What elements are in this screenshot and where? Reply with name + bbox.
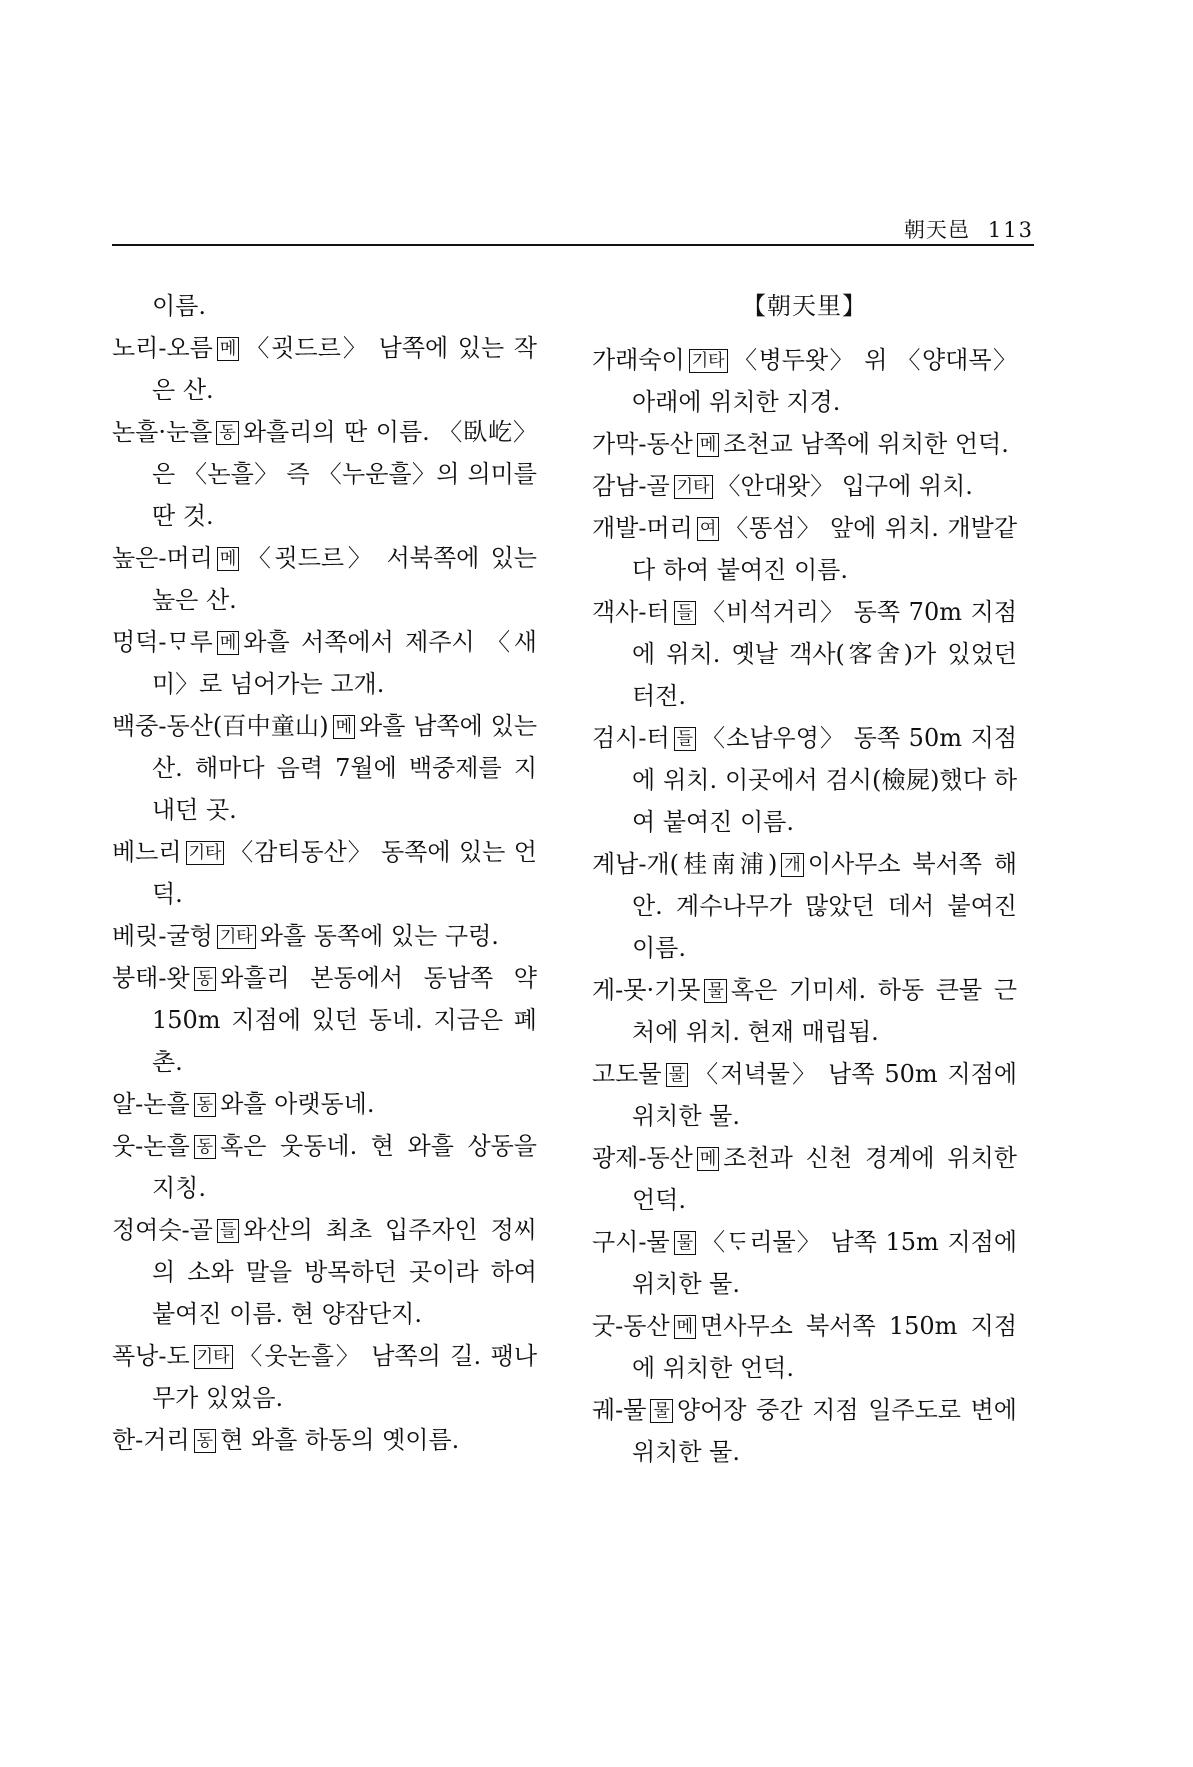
entry-text: 〈감티동산〉 동쪽에 있는 언덕. <box>152 838 537 908</box>
entry-head: 노리-오름 <box>112 334 213 362</box>
left-column <box>112 285 537 1461</box>
entry-head: 고도물 <box>592 1060 662 1088</box>
entry-head: 구시-물 <box>592 1228 670 1256</box>
entry <box>112 705 537 831</box>
right-column <box>592 285 1017 1473</box>
category-tag: 들 <box>674 601 696 625</box>
entry-text: 면사무소 북서쪽 150m 지점에 위치한 언덕. <box>632 1312 1017 1382</box>
entry-text: 조천교 남쪽에 위치한 언덕. <box>723 430 1009 458</box>
entry <box>592 843 1017 969</box>
entry <box>592 717 1017 843</box>
entry-head: 가막-동산 <box>592 430 693 458</box>
category-tag: 메 <box>697 1147 719 1171</box>
entry-text: 와흘 남쪽에 있는 산. 해마다 음력 7월에 백중제를 지내던 곳. <box>152 712 538 824</box>
running-title: 朝天邑 <box>903 218 970 242</box>
entry-head: 폭낭-도 <box>112 1342 190 1370</box>
entry-text: 〈병두왓〉 위 〈양대목〉 아래에 위치한 지경. <box>632 346 1017 416</box>
category-tag: 물 <box>674 1231 696 1255</box>
entry-head: 높은-머리 <box>112 544 213 572</box>
entry-text: 조천과 신천 경계에 위치한 언덕. <box>632 1144 1017 1214</box>
entry-text: 와흘 서쪽에서 제주시 〈새미〉로 넘어가는 고개. <box>152 628 537 698</box>
entry <box>592 1137 1017 1221</box>
entry-head: 멍덕-ᄆᆞ루 <box>112 628 213 656</box>
running-header <box>112 214 1034 244</box>
entry-head: 굿-동산 <box>592 1312 670 1340</box>
entry-head: 가래숙이 <box>592 346 685 374</box>
category-tag: 동 <box>194 1093 216 1117</box>
category-tag: 동 <box>194 1135 216 1159</box>
entry <box>592 465 1017 507</box>
entry <box>112 285 537 327</box>
section-title: 【朝天里】 <box>742 292 867 320</box>
entry-head: 궤-물 <box>592 1396 647 1424</box>
header-rule <box>112 244 1034 246</box>
entry-head: 감남-골 <box>592 472 670 500</box>
entry <box>112 1419 537 1461</box>
category-tag: 메 <box>217 337 239 361</box>
entry-head: 붕태-왓 <box>112 964 190 992</box>
entry <box>112 915 537 957</box>
entry-head: 객사-터 <box>592 598 670 626</box>
category-tag: 동 <box>216 421 238 445</box>
entry-text: 현 와흘 하동의 옛이름. <box>220 1426 460 1454</box>
entry <box>592 507 1017 591</box>
category-tag: 기타 <box>186 841 225 865</box>
category-tag: 메 <box>674 1315 696 1339</box>
entry-head: 논흘·눈흘 <box>112 418 213 446</box>
entry-head: 정여슷-골 <box>112 1216 213 1244</box>
entry <box>112 1125 537 1209</box>
entry <box>592 1389 1017 1473</box>
entry-text: 와흘 아랫동네. <box>220 1090 375 1118</box>
entry-text: 〈안대왓〉 입구에 위치. <box>716 472 973 500</box>
category-tag: 여 <box>697 517 719 541</box>
category-tag: 메 <box>217 547 239 571</box>
category-tag: 물 <box>666 1063 688 1087</box>
entry-text: 〈굇드르〉 남쪽에 있는 작은 산. <box>152 334 537 404</box>
category-tag: 기타 <box>674 475 713 499</box>
entry <box>112 831 537 915</box>
entry-head: 게-못·기못 <box>592 976 701 1004</box>
entry-head: 개발-머리 <box>592 514 693 542</box>
entry <box>592 591 1017 717</box>
entry-head: 베릿-굴헝 <box>112 922 213 950</box>
entry <box>592 1221 1017 1305</box>
category-tag: 메 <box>333 715 355 739</box>
entry-head: 검시-터 <box>592 724 670 752</box>
entry-text: 와산의 최초 입주자인 정씨의 소와 말을 방목하던 곳이라 하여 붙여진 이름. 현 양잠단지. <box>152 1216 537 1328</box>
entry <box>592 969 1017 1053</box>
entry-text: 혹은 웃동네. 현 와흘 상동을 지칭. <box>152 1132 537 1202</box>
entry-text: 이름. <box>152 292 206 320</box>
entry-head: 백중-동산(百中童山) <box>112 712 329 740</box>
entry <box>592 1305 1017 1389</box>
entry <box>592 1053 1017 1137</box>
entry-head: 베느리 <box>112 838 182 866</box>
entry-text: 〈굇드르〉 서북쪽에 있는 높은 산. <box>152 544 537 614</box>
entry-head: 광제-동산 <box>592 1144 693 1172</box>
category-tag: 물 <box>650 1399 672 1423</box>
entry-text: 양어장 중간 지점 일주도로 변에 위치한 물. <box>632 1396 1017 1466</box>
category-tag: 기타 <box>217 925 256 949</box>
entry-text: 〈웃논흘〉 남쪽의 길. 팽나무가 있었음. <box>152 1342 537 1412</box>
entry-text: 와흘리 본동에서 동남쪽 약 150m 지점에 있던 동네. 지금은 폐촌. <box>152 964 537 1076</box>
category-tag: 메 <box>217 631 239 655</box>
category-tag: 기타 <box>689 349 728 373</box>
category-tag: 들 <box>674 727 696 751</box>
category-tag: 물 <box>704 979 726 1003</box>
entry <box>112 1083 537 1125</box>
entry <box>112 957 537 1083</box>
entry <box>592 423 1017 465</box>
entry-head: 계남-개(桂南浦) <box>592 850 778 878</box>
entry <box>592 339 1017 423</box>
entry <box>112 537 537 621</box>
category-tag: 기타 <box>194 1345 233 1369</box>
entry-text: 혹은 기미세. 하동 큰물 근처에 위치. 현재 매립됨. <box>632 976 1017 1046</box>
category-tag: 개 <box>781 853 803 877</box>
entry <box>112 621 537 705</box>
entry-text: 이사무소 북서쪽 해안. 계수나무가 많았던 데서 붙여진 이름. <box>632 850 1018 962</box>
entry <box>112 1209 537 1335</box>
entry-text: 〈저녁물〉 남쪽 50m 지점에 위치한 물. <box>632 1060 1017 1130</box>
entry-text: 〈ᄃᆞ리물〉 남쪽 15m 지점에 위치한 물. <box>632 1228 1017 1298</box>
entry-head: 한-거리 <box>112 1426 190 1454</box>
entry-text: 〈똥섬〉 앞에 위치. 개발같다 하여 붙여진 이름. <box>632 514 1017 584</box>
entry-text: 와흘리의 딴 이름. 〈臥屹〉은 〈논흘〉 즉 〈누운흘〉의 의미를 딴 것. <box>152 418 537 530</box>
entry <box>112 1335 537 1419</box>
entry <box>112 411 537 537</box>
entry-text: 〈소남우영〉 동쪽 50m 지점에 위치. 이곳에서 검시(檢屍)했다 하여 붙여진 이름. <box>632 724 1017 836</box>
entry-text: 〈비석거리〉 동쪽 70m 지점에 위치. 옛날 객사(客舍)가 있었던 터전. <box>632 598 1017 710</box>
page-number: 113 <box>987 218 1034 242</box>
entry <box>112 327 537 411</box>
category-tag: 동 <box>194 967 216 991</box>
entry-text: 와흘 동쪽에 있는 구렁. <box>259 922 499 950</box>
entry-head: 알-논흘 <box>112 1090 190 1118</box>
category-tag: 메 <box>697 433 719 457</box>
entry-head: 웃-논흘 <box>112 1132 190 1160</box>
category-tag: 동 <box>194 1429 216 1453</box>
category-tag: 들 <box>217 1219 239 1243</box>
